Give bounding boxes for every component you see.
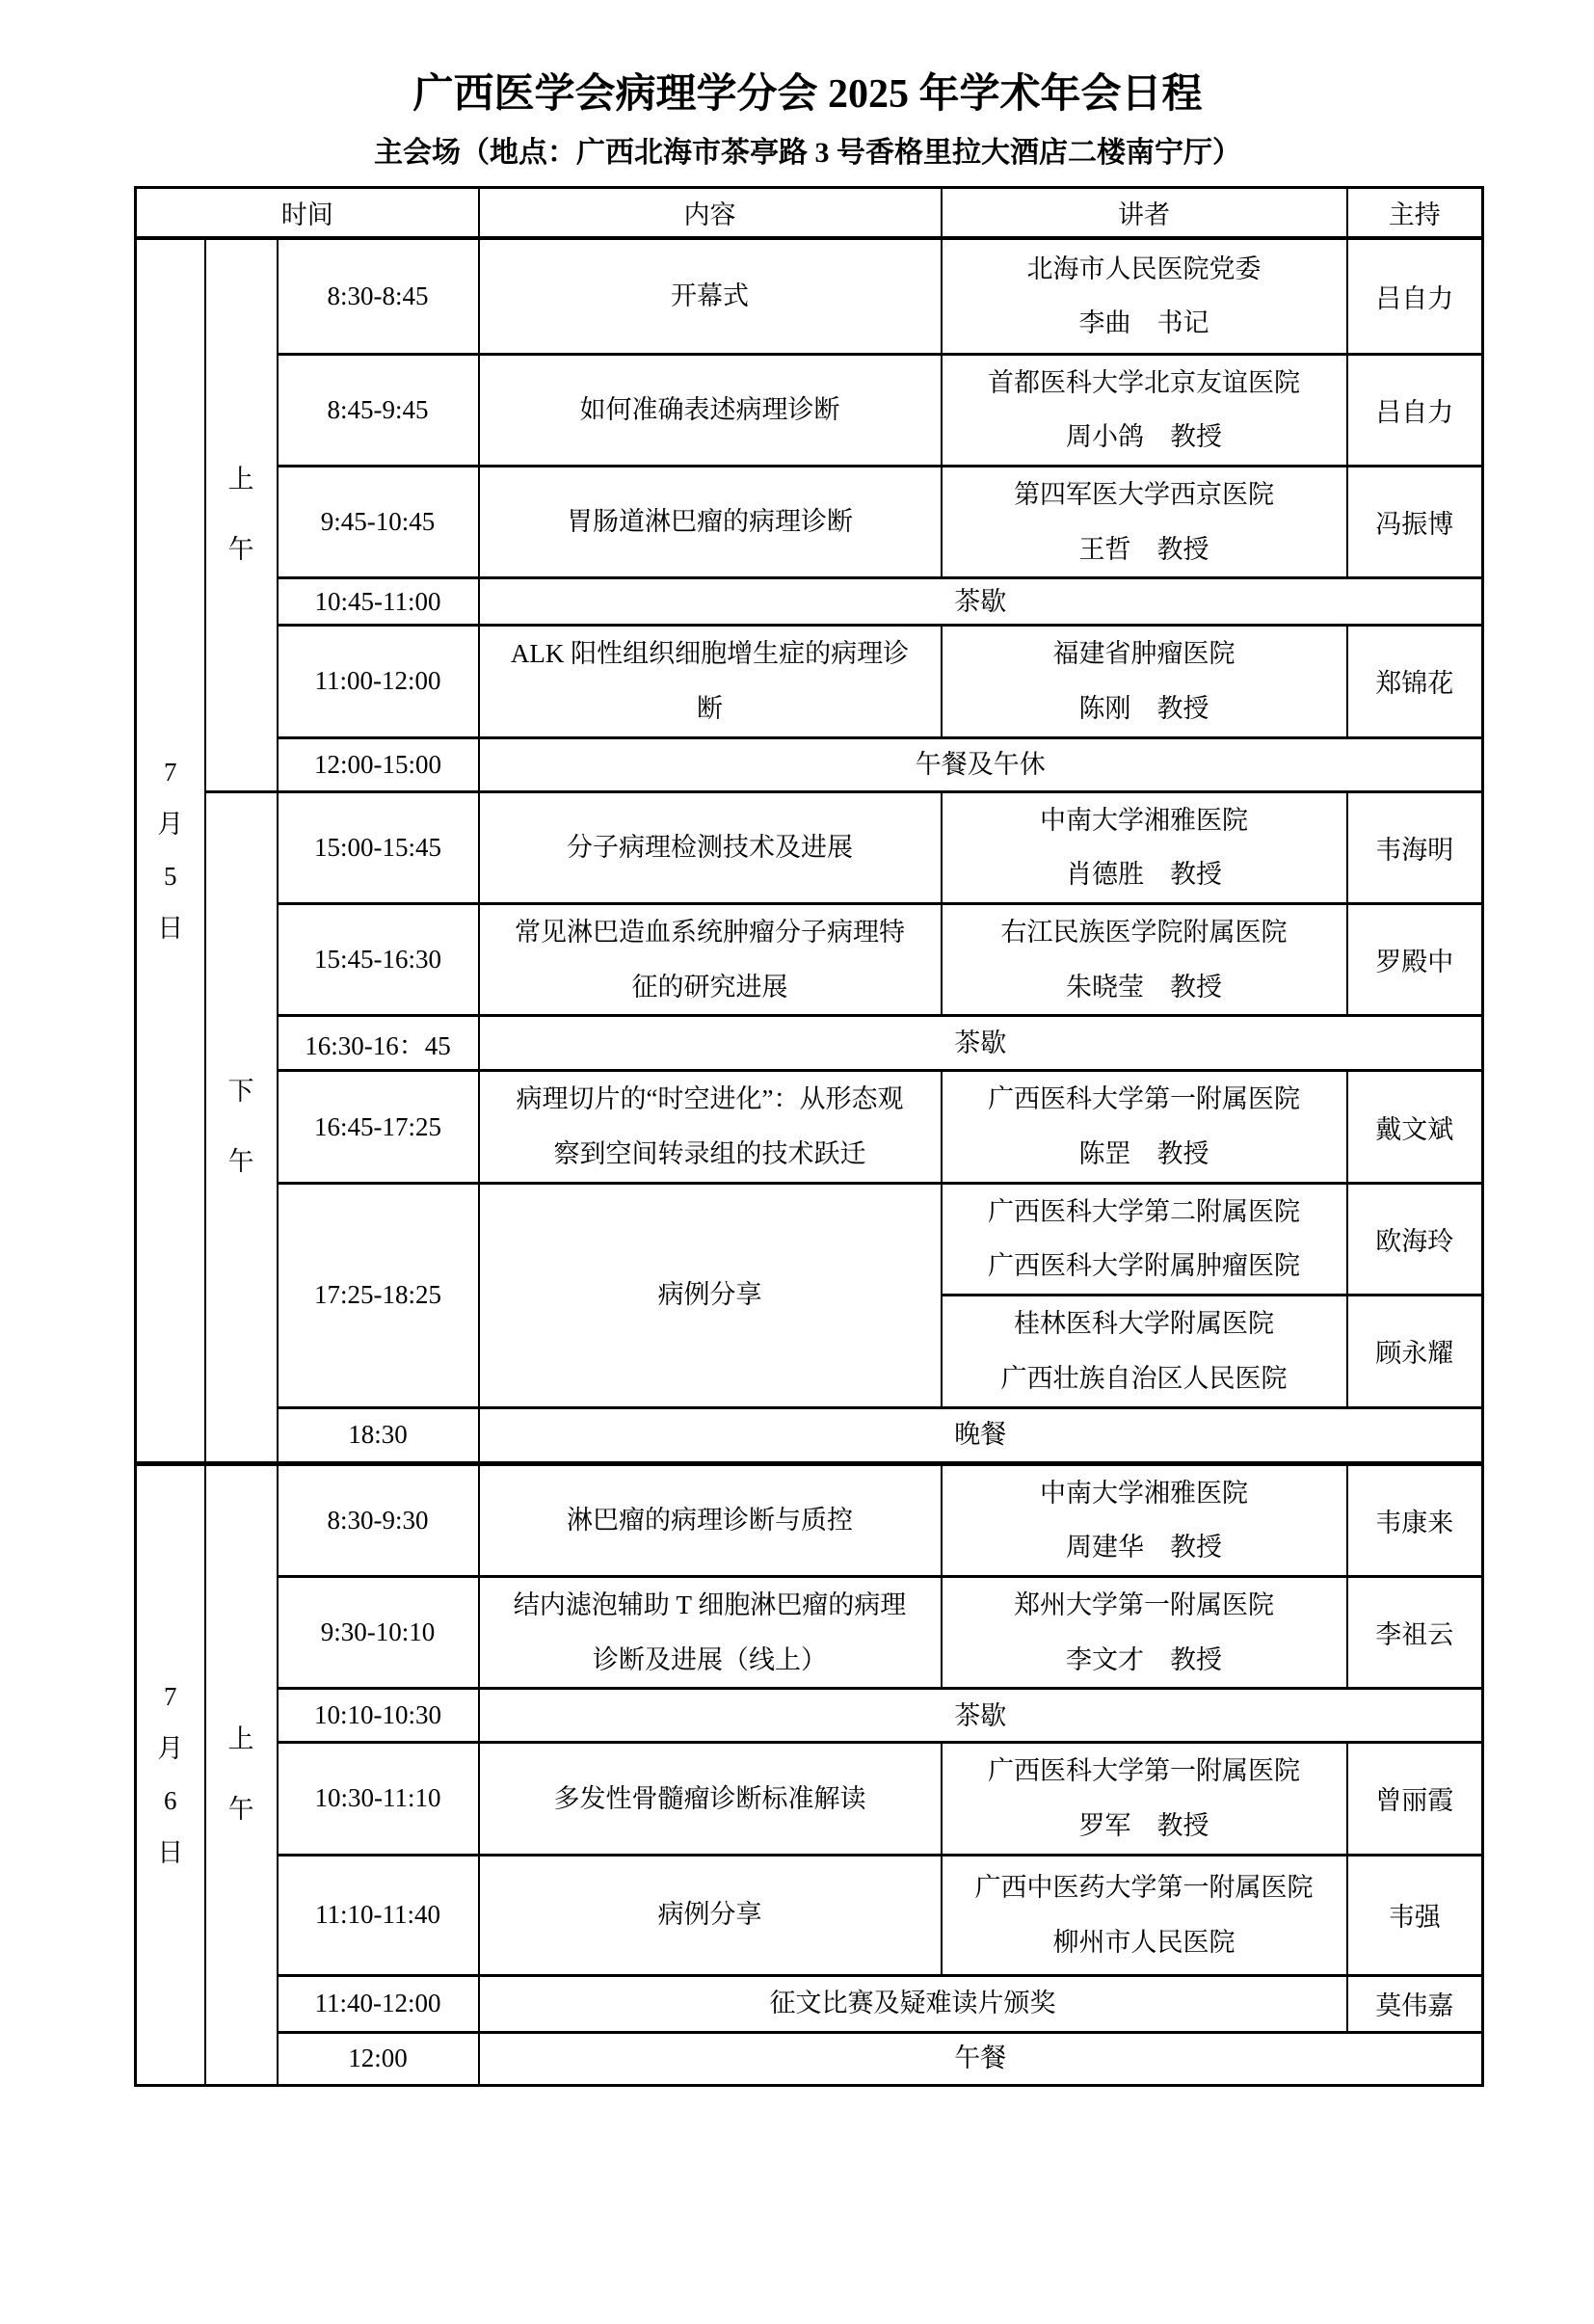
speaker-cell <box>942 466 1347 577</box>
time-cell: 9:30-10:10 <box>278 1576 479 1688</box>
speaker-person: 陈罡 教授 <box>1078 1139 1209 1169</box>
speaker-cell <box>942 1743 1347 1855</box>
session-label: 上午 <box>227 465 254 565</box>
time-cell: 8:30-9:30 <box>278 1463 479 1576</box>
col-header-host: 主持 <box>1347 187 1483 238</box>
table-row <box>136 1183 1483 1295</box>
time-cell: 12:00-15:00 <box>278 737 479 791</box>
host-cell: 郑锦花 <box>1347 626 1483 737</box>
speaker-person: 李文才 教授 <box>1066 1644 1223 1674</box>
col-header-time: 时间 <box>136 187 479 238</box>
content-cell: 多发性骨髓瘤诊断标准解读 <box>479 1743 942 1855</box>
schedule-table <box>134 186 1484 2087</box>
table-row <box>136 1743 1483 1855</box>
speaker-person: 肖德胜 教授 <box>1066 860 1223 890</box>
time-cell: 17:25-18:25 <box>278 1183 479 1407</box>
speaker-person: 周小鸽 教授 <box>1066 422 1223 452</box>
speaker-org: 首都医科大学北京友谊医院 <box>988 367 1301 397</box>
day-label: 7月6日 <box>157 1682 184 1868</box>
speaker-cell <box>942 1463 1347 1576</box>
speaker-org: 广西医科大学附属肿瘤医院 <box>988 1251 1301 1281</box>
speaker-cell <box>942 1855 1347 1975</box>
table-row <box>136 1071 1483 1183</box>
time-cell: 12:00 <box>278 2032 479 2085</box>
table-row <box>136 904 1483 1016</box>
host-cell: 韦海明 <box>1347 791 1483 903</box>
table-row <box>136 1576 1483 1688</box>
time-cell: 18:30 <box>278 1407 479 1463</box>
speaker-org: 福建省肿瘤医院 <box>1052 639 1235 669</box>
page-title: 广西医学会病理学分会 2025 年学术年会日程 <box>412 72 1203 117</box>
break-row <box>136 1407 1483 1463</box>
host-cell: 冯振博 <box>1347 466 1483 577</box>
speaker-org: 郑州大学第一附属医院 <box>1014 1589 1275 1619</box>
time-cell: 16:45-17:25 <box>278 1071 479 1183</box>
table-row <box>136 791 1483 903</box>
dinner-cell: 晚餐 <box>479 1407 1483 1463</box>
speaker-org: 广西医科大学第二附属医院 <box>988 1196 1301 1226</box>
break-row <box>136 737 1483 791</box>
time-cell: 10:45-11:00 <box>278 578 479 626</box>
content-cell: 常见淋巴造血系统肿瘤分子病理特征的研究进展 <box>479 904 942 1016</box>
time-cell: 8:45-9:45 <box>278 354 479 466</box>
host-cell: 李祖云 <box>1347 1576 1483 1688</box>
content-cell: 病理切片的“时空进化”：从形态观察到空间转录组的技术跃迁 <box>479 1071 942 1183</box>
host-cell: 曾丽霞 <box>1347 1743 1483 1855</box>
document-header <box>134 69 1481 171</box>
header-row <box>136 187 1483 238</box>
speaker-person: 罗军 教授 <box>1078 1810 1209 1840</box>
session-cell-d1-pm <box>205 791 278 1463</box>
table-row <box>136 466 1483 577</box>
host-cell: 韦康来 <box>1347 1463 1483 1576</box>
content-cell: ALK 阳性组织细胞增生症的病理诊断 <box>479 626 942 737</box>
host-cell: 罗殿中 <box>1347 904 1483 1016</box>
speaker-org: 桂林医科大学附属医院 <box>1014 1309 1275 1339</box>
time-cell: 15:00-15:45 <box>278 791 479 903</box>
break-row <box>136 1689 1483 1743</box>
content-cell: 分子病理检测技术及进展 <box>479 791 942 903</box>
speaker-person: 王哲 教授 <box>1078 534 1209 564</box>
speaker-cell <box>942 1183 1347 1295</box>
session-label: 上午 <box>227 1724 254 1825</box>
speaker-person: 陈刚 教授 <box>1078 693 1209 723</box>
speaker-cell <box>942 791 1347 903</box>
host-cell: 吕自力 <box>1347 238 1483 354</box>
day-cell-jul5 <box>136 238 205 1463</box>
speaker-person: 朱晓莹 教授 <box>1066 972 1223 1002</box>
speaker-cell <box>942 238 1347 354</box>
content-cell: 病例分享 <box>479 1183 942 1407</box>
time-cell: 10:10-10:30 <box>278 1689 479 1743</box>
session-cell-d2-am <box>205 1463 278 2085</box>
time-cell: 11:00-12:00 <box>278 626 479 737</box>
speaker-cell <box>942 626 1347 737</box>
host-cell: 戴文斌 <box>1347 1071 1483 1183</box>
speaker-cell <box>942 1071 1347 1183</box>
break-cell: 茶歇 <box>479 1689 1483 1743</box>
speaker-org: 第四军医大学西京医院 <box>1014 479 1275 509</box>
break-cell: 茶歇 <box>479 1016 1483 1071</box>
time-cell: 8:30-8:45 <box>278 238 479 354</box>
time-cell: 15:45-16:30 <box>278 904 479 1016</box>
host-cell: 顾永耀 <box>1347 1296 1483 1407</box>
award-row <box>136 1975 1483 2032</box>
time-cell: 11:10-11:40 <box>278 1855 479 1975</box>
speaker-org: 北海市人民医院党委 <box>1026 254 1262 283</box>
speaker-cell <box>942 1576 1347 1688</box>
host-cell: 韦强 <box>1347 1855 1483 1975</box>
table-row <box>136 238 1483 354</box>
time-cell: 11:40-12:00 <box>278 1975 479 2032</box>
table-row <box>136 626 1483 737</box>
speaker-org: 广西壮族自治区人民医院 <box>1000 1363 1288 1393</box>
content-cell: 如何准确表述病理诊断 <box>479 354 942 466</box>
session-cell-d1-am <box>205 238 278 791</box>
speaker-org: 广西医科大学第一附属医院 <box>988 1756 1301 1786</box>
lunch-cell: 午餐及午休 <box>479 737 1483 791</box>
day-label: 7月5日 <box>157 758 184 944</box>
speaker-org: 柳州市人民医院 <box>1052 1927 1235 1957</box>
speaker-org: 广西医科大学第一附属医院 <box>988 1084 1301 1114</box>
time-cell: 16:30-16：45 <box>278 1016 479 1071</box>
content-cell: 胃肠道淋巴瘤的病理诊断 <box>479 466 942 577</box>
content-cell: 病例分享 <box>479 1855 942 1975</box>
speaker-person: 周建华 教授 <box>1066 1533 1223 1563</box>
speaker-org: 右江民族医学院附属医院 <box>1000 918 1288 947</box>
break-row <box>136 578 1483 626</box>
table-row <box>136 354 1483 466</box>
content-cell: 结内滤泡辅助 T 细胞淋巴瘤的病理诊断及进展（线上） <box>479 1576 942 1688</box>
speaker-cell <box>942 1296 1347 1407</box>
time-cell: 10:30-11:10 <box>278 1743 479 1855</box>
speaker-org: 中南大学湘雅医院 <box>1040 1478 1249 1508</box>
time-cell: 9:45-10:45 <box>278 466 479 577</box>
col-header-content: 内容 <box>479 187 942 238</box>
host-cell: 欧海玲 <box>1347 1183 1483 1295</box>
speaker-person: 李曲 书记 <box>1078 308 1209 338</box>
speaker-org: 广西中医药大学第一附属医院 <box>974 1872 1314 1902</box>
host-cell: 吕自力 <box>1347 354 1483 466</box>
day-cell-jul6 <box>136 1463 205 2085</box>
page-subtitle: 主会场（地点：广西北海市茶亭路 3 号香格里拉大酒店二楼南宁厅） <box>374 136 1241 169</box>
lunch-cell: 午餐 <box>479 2032 1483 2085</box>
speaker-org: 中南大学湘雅医院 <box>1040 805 1249 835</box>
speaker-cell <box>942 904 1347 1016</box>
content-cell: 开幕式 <box>479 238 942 354</box>
table-row <box>136 1855 1483 1975</box>
break-row <box>136 2032 1483 2085</box>
award-cell: 征文比赛及疑难读片颁奖 <box>479 1975 1347 2032</box>
session-label: 下午 <box>227 1077 254 1177</box>
break-cell: 茶歇 <box>479 578 1483 626</box>
table-row <box>136 1463 1483 1576</box>
content-cell: 淋巴瘤的病理诊断与质控 <box>479 1463 942 1576</box>
col-header-speaker: 讲者 <box>942 187 1347 238</box>
host-cell: 莫伟嘉 <box>1347 1975 1483 2032</box>
break-row <box>136 1016 1483 1071</box>
speaker-cell <box>942 354 1347 466</box>
